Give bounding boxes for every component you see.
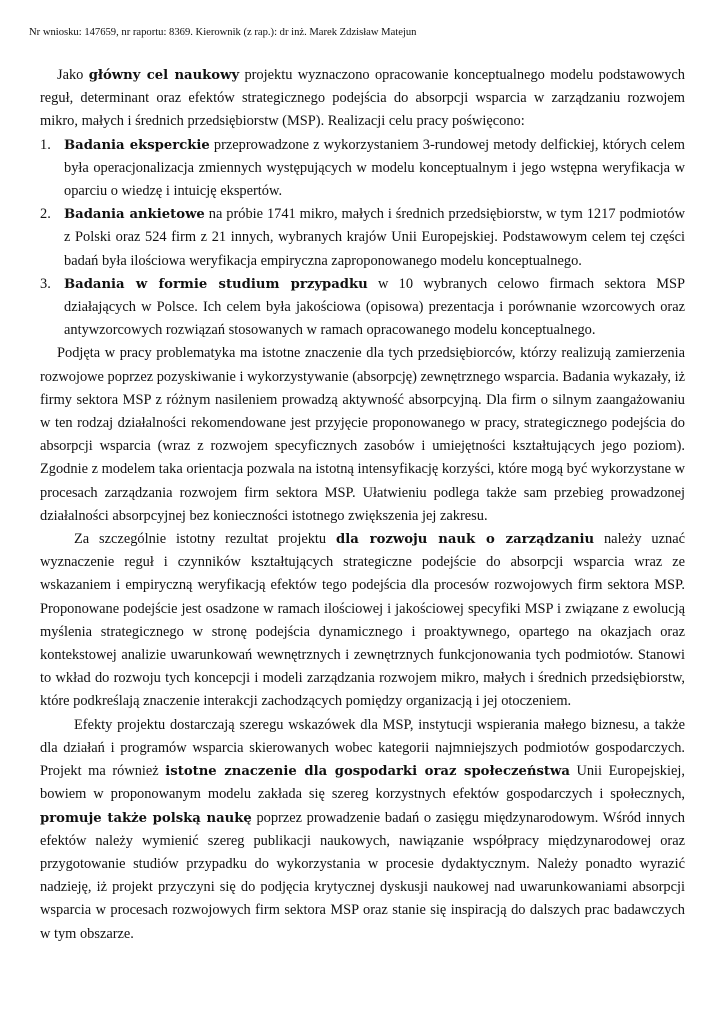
para4-text-2: Unii Europejskiej, bowiem w proponowanym modelu zakłada się szereg korzystnych efektów gospodarczych i społecznych, [40,763,685,803]
document-body [40,64,685,946]
list-item [40,134,685,204]
intro-bold-1: główny cel naukowy [88,68,240,83]
intro-paragraph [40,64,685,134]
list-item-text: przeprowadzone z wykorzystaniem 3-rundowej metody delfickiej, których celem była operacjonalizacja zmiennych występujących w modelu konceptualnym i jego wstępna weryfikacja w oparciu o wiedzę i intuicję ekspertów. [64,136,685,200]
list-item-bold: Badania eksperckie [64,137,210,153]
list-number: 1. [40,136,51,153]
list-item [40,203,685,273]
list-item-bold: Badania ankietowe [64,207,205,223]
intro-text-2: projektu wyznaczono opracowanie konceptualnego modelu podstawowych reguł, determinant oraz efektów strategicznego podejścia do absorpcji wsparcia w zarządzaniu rozwojem mikro, małych i średnich przedsiębiorstw (MSP). Realizacji celu pracy poświęcono: [40,67,686,130]
list-item-text: w 10 wybranych celowo firmach sektora MSP działających w Polsce. Ich celem była jakościowa (opisowa) prezentacja i porównanie wzorcowych oraz antywzorcowych rozwiązań stosowanych w ramach opracowanego modelu konceptualnego. [64,275,685,339]
paragraph-science-contribution [40,528,685,714]
paragraph-problematics: Podjęta w pracy problematyka ma istotne znaczenie dla tych przedsiębiorców, którzy realizują zamierzenia rozwojowe poprzez pozyskiwanie i wykorzystywanie (absorpcję) zewnętrznego wsparcia. Badania wykazały, iż firmy sektora MSP z różnym nasileniem prowadzą aktywność absorpcyjną. Dla firm o silnym zaangażowaniu w ten rodzaj działalności rekomendowane jest przyjęcie proponowanego w pracy, strategicznego podejścia do absorpcji wsparcia (wraz z rozwojem specyficznych zasobów i umiejętności kształtujących jego poziom). Zgodnie z modelem taka orientacja pozwala na istotną intensyfikację korzyści, które mogą być wykorzystane w procesach zarządzania rozwojem firm sektora MSP. Ułatwieniu podlega także sam przebieg prowadzonej działalności absorpcyjnej bez konieczności istotnego zwiększenia jej zakresu. [40,345,685,524]
list-item-text: na próbie 1741 mikro, małych i średnich przedsiębiorstw, w tym 1217 podmiotów z Polski oraz 524 firm z 21 innych, wybranych krajów Unii Europejskiej. Podstawowym celem tej części badań była ilościowa weryfikacja empiryczna zaproponowanego modelu konceptualnego. [64,206,685,269]
para3-text-2: należy uznać wyznaczenie reguł i czynników kształtujących strategiczne podejście do absorpcji wsparcia wraz ze wskazaniem i empiryczną weryfikacją efektów tego podejścia dla procesów rozwojowych firm sektora MSP. Proponowane podejście jest osadzone w ramach ilościowej i jakościowej specyfiki MSP i związane z ewolucją myślenia strategicznego w stronę podejścia dynamicznego i proaktywnego, opartego na okazjach oraz kontekstowej analizie uwarunkowań wewnętrznych i zewnętrznych funkcjonowania tych podmiotów. Stanowi to wkład do rozwoju tych koncepcji i modeli zarządzania rozwojem mikro, małych i średnich przedsiębiorstw, które podkreślają znaczenie interakcji zachodzących pomiędzy organizacją i jej otoczeniem. [40,531,685,710]
paragraph-project-effects [40,714,685,946]
para4-bold-2: promuje także polską naukę [40,810,252,826]
intro-text-1: Jako [57,67,89,83]
list-number: 2. [40,206,51,223]
report-header: Nr wniosku: 147659, nr raportu: 8369. Kierownik (z rap.): dr inż. Marek Zdzisław Matejun [29,27,417,38]
methods-list [40,134,685,343]
list-item [40,273,685,343]
para4-text-3: poprzez prowadzenie badań o zasięgu międzynarodowym. Wśród innych efektów należy wymienić szereg publikacji naukowych, nawiązanie współpracy międzynarodowej oraz przygotowanie studiów przypadku do wykorzystania w procesie dydaktycznym. Należy ponadto wyrazić nadzieję, iż projekt przyczyni się do podjęcia krytycznej dyskusji naukowej nad uwarunkowaniami absorpcji wsparcia w procesach rozwojowych firm sektora MSP oraz stanie się inspiracją do dalszych prac badawczych w tym obszarze. [40,809,685,942]
para4-bold-1: istotne znaczenie dla gospodarki oraz społeczeństwa [165,764,570,780]
para3-bold-1: dla rozwoju nauk o zarządzaniu [335,532,595,548]
list-number: 3. [40,275,51,292]
para3-text-1: Za szczególnie istotny rezultat projektu [74,531,336,548]
list-item-bold: Badania w formie studium przypadku [64,276,368,292]
para4-text-1: Efekty projektu dostarczają szeregu wskazówek dla MSP, instytucji wspierania małego biznesu, a także dla działań i programów wsparcia skierowanych wobec kategorii najmniejszych podmiotów gospodarczych. Projekt ma również [40,716,685,780]
